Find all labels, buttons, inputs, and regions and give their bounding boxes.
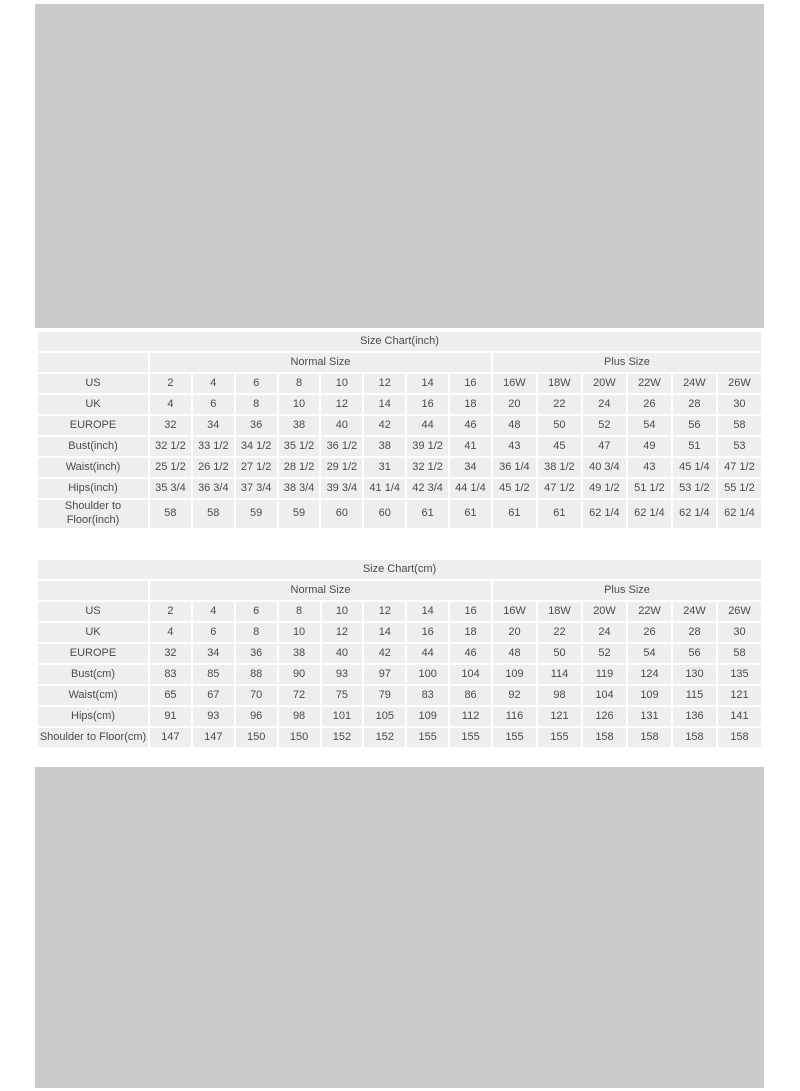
size-cell: 97 [364,665,405,684]
size-cell: 52 [583,416,626,435]
size-cell: 22W [628,374,671,393]
size-cell: 158 [628,728,671,747]
table-row [38,728,761,747]
row-label: Waist(cm) [38,686,148,705]
size-cell: 104 [450,665,491,684]
size-cell: 45 [538,437,581,456]
size-cell: 109 [493,665,536,684]
size-cell: 85 [193,665,234,684]
row-label: UK [38,395,148,414]
size-cell: 6 [236,374,277,393]
size-cell: 8 [279,374,320,393]
size-cell: 51 1/2 [628,479,671,498]
size-cell: 20 [493,623,536,642]
size-cell: 150 [236,728,277,747]
size-cell: 36 [236,416,277,435]
size-cell: 28 1/2 [279,458,320,477]
size-cell: 54 [628,644,671,663]
size-cell: 47 1/2 [718,458,761,477]
size-cell: 112 [450,707,491,726]
size-cell: 58 [193,500,234,528]
size-cell: 26W [718,602,761,621]
size-cell: 30 [718,395,761,414]
size-cell: 39 1/2 [407,437,448,456]
size-cell: 40 3/4 [583,458,626,477]
size-cell: 53 1/2 [673,479,716,498]
size-chart-cm-body [38,560,761,747]
size-cell: 121 [538,707,581,726]
size-cell: 16W [493,602,536,621]
size-cell: 14 [407,374,448,393]
size-cell: 38 3/4 [279,479,320,498]
size-cell: 61 [407,500,448,528]
size-cell: 131 [628,707,671,726]
row-label: US [38,602,148,621]
table-row [38,602,761,621]
size-cell: 16 [407,395,448,414]
size-cell: 50 [538,416,581,435]
size-cell: 2 [150,602,191,621]
size-cell: 36 1/4 [493,458,536,477]
size-cell: 8 [279,602,320,621]
size-cell: 44 [407,416,448,435]
size-cell: 147 [150,728,191,747]
row-label: EUROPE [38,644,148,663]
size-cell: 72 [279,686,320,705]
size-cell: 158 [718,728,761,747]
size-cell: 55 1/2 [718,479,761,498]
row-label: Shoulder to Floor(inch) [38,500,148,528]
size-cell: 56 [673,416,716,435]
row-label: Hips(inch) [38,479,148,498]
size-cell: 100 [407,665,448,684]
size-cell: 91 [150,707,191,726]
size-cell: 75 [322,686,363,705]
size-cell: 43 [493,437,536,456]
size-cell: 49 1/2 [583,479,626,498]
size-cell: 38 [364,437,405,456]
row-label: Shoulder to Floor(cm) [38,728,148,747]
size-cell: 59 [279,500,320,528]
chart-title-row [38,332,761,351]
size-cell: 4 [150,395,191,414]
size-cell: 22W [628,602,671,621]
size-cell: 12 [364,602,405,621]
size-cell: 16 [450,374,491,393]
table-row [38,686,761,705]
size-cell: 20W [583,602,626,621]
size-cell: 34 [450,458,491,477]
size-cell: 25 1/2 [150,458,191,477]
size-cell: 90 [279,665,320,684]
group-header: Plus Size [493,581,761,600]
table-row [38,665,761,684]
size-cell: 42 [364,644,405,663]
table-row [38,623,761,642]
size-cell: 4 [150,623,191,642]
size-cell: 65 [150,686,191,705]
size-cell: 49 [628,437,671,456]
size-cell: 26W [718,374,761,393]
row-label: Bust(inch) [38,437,148,456]
size-cell: 31 [364,458,405,477]
row-label: UK [38,623,148,642]
size-cell: 109 [407,707,448,726]
size-cell: 70 [236,686,277,705]
size-cell: 36 3/4 [193,479,234,498]
size-cell: 62 1/4 [628,500,671,528]
size-cell: 24W [673,602,716,621]
size-cell: 22 [538,395,581,414]
size-cell: 150 [279,728,320,747]
size-cell: 30 [718,623,761,642]
size-cell: 34 1/2 [236,437,277,456]
size-cell: 105 [364,707,405,726]
size-cell: 42 [364,416,405,435]
size-cell: 24 [583,395,626,414]
size-cell: 14 [407,602,448,621]
size-cell: 158 [673,728,716,747]
size-cell: 141 [718,707,761,726]
size-cell: 18W [538,602,581,621]
size-cell: 29 1/2 [321,458,362,477]
size-cell: 4 [193,374,234,393]
size-cell: 10 [279,623,320,642]
size-cell: 114 [538,665,581,684]
table-row [38,458,761,477]
size-cell: 45 1/4 [673,458,716,477]
top-gray-panel [35,4,764,328]
corner-cell [38,353,148,372]
size-cell: 12 [322,623,363,642]
size-cell: 33 1/2 [193,437,234,456]
size-cell: 115 [673,686,716,705]
size-cell: 88 [236,665,277,684]
size-cell: 39 3/4 [321,479,362,498]
size-cell: 26 [628,395,671,414]
row-label: Hips(cm) [38,707,148,726]
size-cell: 155 [493,728,536,747]
size-cell: 152 [322,728,363,747]
size-cell: 98 [538,686,581,705]
size-cell: 40 [322,644,363,663]
size-cell: 58 [150,500,191,528]
table-row [38,416,761,435]
size-cell: 24 [583,623,626,642]
size-cell: 24W [673,374,716,393]
size-cell: 61 [450,500,491,528]
size-cell: 6 [193,395,234,414]
size-cell: 58 [718,644,761,663]
group-header-row [38,353,761,372]
size-cell: 20W [583,374,626,393]
size-cell: 58 [718,416,761,435]
size-cell: 98 [279,707,320,726]
size-cell: 14 [364,623,405,642]
group-header: Normal Size [150,353,491,372]
size-cell: 155 [407,728,448,747]
corner-cell [38,581,148,600]
size-cell: 32 1/2 [150,437,191,456]
size-cell: 14 [364,395,405,414]
size-cell: 54 [628,416,671,435]
size-cell: 46 [450,644,491,663]
size-cell: 35 1/2 [279,437,320,456]
table-row [38,395,761,414]
size-cell: 79 [364,686,405,705]
size-cell: 32 [150,644,191,663]
bottom-gray-panel [35,767,764,1088]
size-cell: 42 3/4 [407,479,448,498]
chart-title: Size Chart(inch) [38,332,761,351]
size-cell: 136 [673,707,716,726]
size-cell: 53 [718,437,761,456]
size-cell: 16 [450,602,491,621]
size-cell: 32 1/2 [407,458,448,477]
size-cell: 62 1/4 [673,500,716,528]
row-label: EUROPE [38,416,148,435]
size-cell: 38 1/2 [538,458,581,477]
size-cell: 155 [450,728,491,747]
size-cell: 61 [493,500,536,528]
table-row [38,644,761,663]
size-cell: 135 [718,665,761,684]
size-cell: 158 [583,728,626,747]
size-cell: 52 [583,644,626,663]
size-cell: 32 [150,416,191,435]
size-cell: 28 [673,623,716,642]
size-cell: 16 [407,623,448,642]
size-cell: 18 [450,623,491,642]
size-cell: 59 [236,500,277,528]
table-row [38,500,761,528]
size-cell: 101 [322,707,363,726]
row-label: US [38,374,148,393]
size-cell: 8 [236,395,277,414]
size-cell: 18W [538,374,581,393]
size-cell: 155 [538,728,581,747]
size-cell: 96 [236,707,277,726]
size-cell: 8 [236,623,277,642]
size-cell: 109 [628,686,671,705]
chart-title-row [38,560,761,579]
size-cell: 41 [450,437,491,456]
size-cell: 124 [628,665,671,684]
table-row [38,707,761,726]
size-cell: 22 [538,623,581,642]
size-cell: 46 [450,416,491,435]
group-header: Plus Size [493,353,761,372]
size-cell: 40 [321,416,362,435]
size-cell: 37 3/4 [236,479,277,498]
size-cell: 44 1/4 [450,479,491,498]
size-cell: 126 [583,707,626,726]
size-cell: 50 [538,644,581,663]
size-cell: 6 [236,602,277,621]
size-cell: 116 [493,707,536,726]
size-cell: 48 [493,644,536,663]
size-cell: 18 [450,395,491,414]
size-cell: 92 [493,686,536,705]
row-label: Waist(inch) [38,458,148,477]
size-cell: 152 [364,728,405,747]
size-cell: 93 [193,707,234,726]
size-cell: 44 [407,644,448,663]
size-cell: 12 [321,395,362,414]
table-row [38,374,761,393]
size-cell: 119 [583,665,626,684]
size-cell: 36 1/2 [321,437,362,456]
size-cell: 45 1/2 [493,479,536,498]
size-cell: 83 [150,665,191,684]
size-cell: 2 [150,374,191,393]
size-cell: 130 [673,665,716,684]
size-cell: 26 1/2 [193,458,234,477]
size-cell: 10 [321,374,362,393]
size-cell: 36 [236,644,277,663]
size-cell: 60 [364,500,405,528]
size-cell: 38 [279,416,320,435]
size-cell: 16W [493,374,536,393]
row-label: Bust(cm) [38,665,148,684]
chart-title: Size Chart(cm) [38,560,761,579]
size-cell: 93 [322,665,363,684]
size-chart-inch-body [38,332,761,528]
size-cell: 56 [673,644,716,663]
size-cell: 43 [628,458,671,477]
size-chart-inch-table [36,330,763,530]
size-chart-cm-table [36,558,763,749]
size-cell: 12 [364,374,405,393]
size-cell: 34 [193,644,234,663]
size-cell: 20 [493,395,536,414]
size-cell: 6 [193,623,234,642]
group-header-row [38,581,761,600]
size-cell: 62 1/4 [718,500,761,528]
size-cell: 121 [718,686,761,705]
size-cell: 62 1/4 [583,500,626,528]
size-cell: 67 [193,686,234,705]
table-row [38,437,761,456]
size-cell: 47 [583,437,626,456]
size-cell: 61 [538,500,581,528]
group-header: Normal Size [150,581,491,600]
size-cell: 86 [450,686,491,705]
size-cell: 41 1/4 [364,479,405,498]
size-cell: 4 [193,602,234,621]
size-cell: 104 [583,686,626,705]
size-cell: 60 [321,500,362,528]
table-row [38,479,761,498]
size-cell: 10 [322,602,363,621]
size-cell: 51 [673,437,716,456]
size-cell: 147 [193,728,234,747]
size-cell: 35 3/4 [150,479,191,498]
size-cell: 48 [493,416,536,435]
size-cell: 26 [628,623,671,642]
size-cell: 27 1/2 [236,458,277,477]
size-cell: 34 [193,416,234,435]
size-cell: 38 [279,644,320,663]
size-cell: 83 [407,686,448,705]
size-cell: 10 [279,395,320,414]
size-cell: 47 1/2 [538,479,581,498]
size-cell: 28 [673,395,716,414]
